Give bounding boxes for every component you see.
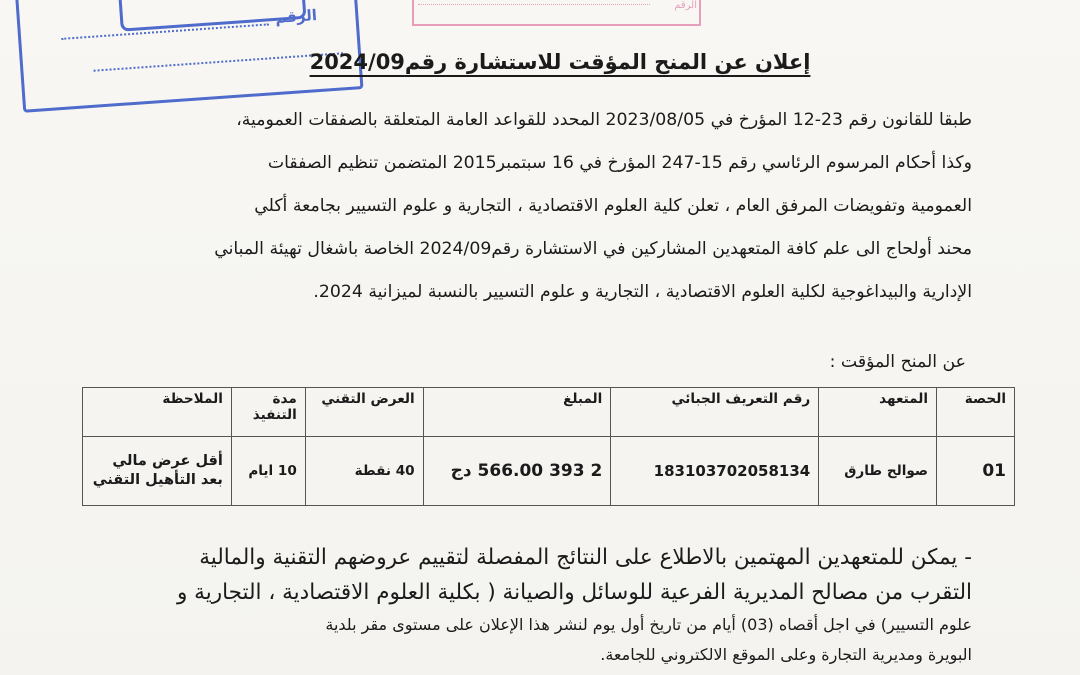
header-note: الملاحظة <box>83 388 232 437</box>
header-bidder: المتعهد <box>819 388 937 437</box>
cell-bidder: صوالح طارق <box>819 437 937 506</box>
results-table <box>82 387 1015 506</box>
cell-duration: 10 ايام <box>231 437 305 506</box>
header-amount: المبلغ <box>423 388 611 437</box>
paragraph-line: محند أولحاج الى علم كافة المتعهدين المشاركين في الاستشارة رقم2024/09 الخاصة باشغال تهيئة المباني <box>214 239 972 259</box>
intro-paragraph <box>152 99 972 314</box>
paragraph-line: طبقا للقانون رقم 23-12 المؤرخ في 2023/08/05 المحدد للقواعد العامة المتعلقة بالصفقات العمومية، <box>236 110 972 130</box>
notice-paragraph <box>72 540 972 670</box>
notice-line: البويرة ومديرية التجارة وعلى الموقع الالكتروني للجامعة. <box>600 645 972 664</box>
table-header-row <box>83 388 1015 437</box>
cell-technical-offer: 40 نقطة <box>305 437 423 506</box>
table-row <box>83 437 1015 506</box>
header-lot: الحصة <box>937 388 1015 437</box>
paragraph-line: وكذا أحكام المرسوم الرئاسي رقم 15-247 المؤرخ في 16 سبتمبر2015 المتضمن تنظيم الصفقات <box>267 153 972 173</box>
cell-tax-id: 183103702058134 <box>611 437 819 506</box>
notice-line: التقرب من مصالح المديرية الفرعية للوسائل والصيانة ( بكلية العلوم الاقتصادية ، التجارية و <box>176 580 972 605</box>
cell-amount: 2 393 566.00 دج <box>423 437 611 506</box>
header-technical-offer: العرض التقني <box>305 388 423 437</box>
paragraph-line: الإدارية والبيداغوجية لكلية العلوم الاقتصادية ، التجارية و علوم التسيير بالنسبة لميزانية 2024. <box>313 282 972 302</box>
paragraph-line: العمومية وتفويضات المرفق العام ، تعلن كلية العلوم الاقتصادية ، التجارية و علوم التسيير بجامعة أكلي <box>254 196 972 216</box>
header-tax-id: رقم التعريف الجبائي <box>611 388 819 437</box>
notice-line: علوم التسيير) في اجل أقصاه (03) أيام من تاريخ أول يوم لنشر هذا الإعلان على مستوى مقر بلدية <box>325 615 972 634</box>
notice-line: - يمكن للمتعهدين المهتمين بالاطلاع على النتائج المفصلة لتقييم عروضهم التقنية والمالية <box>199 545 972 570</box>
cell-note: أقل عرض مالي بعد التأهيل التقني <box>83 437 232 506</box>
stamp-number-label: الرقم <box>674 0 697 11</box>
tender-label: عن المنح المؤقت : <box>829 352 966 372</box>
cell-lot: 01 <box>937 437 1015 506</box>
header-duration: مدة التنفيذ <box>231 388 305 437</box>
stamp-dotted-line <box>418 4 650 5</box>
stamp-number-label: الرقم <box>274 6 318 27</box>
pink-stamp <box>412 0 701 26</box>
document-title: إعلان عن المنح المؤقت للاستشارة رقم2024/09 <box>309 50 811 74</box>
